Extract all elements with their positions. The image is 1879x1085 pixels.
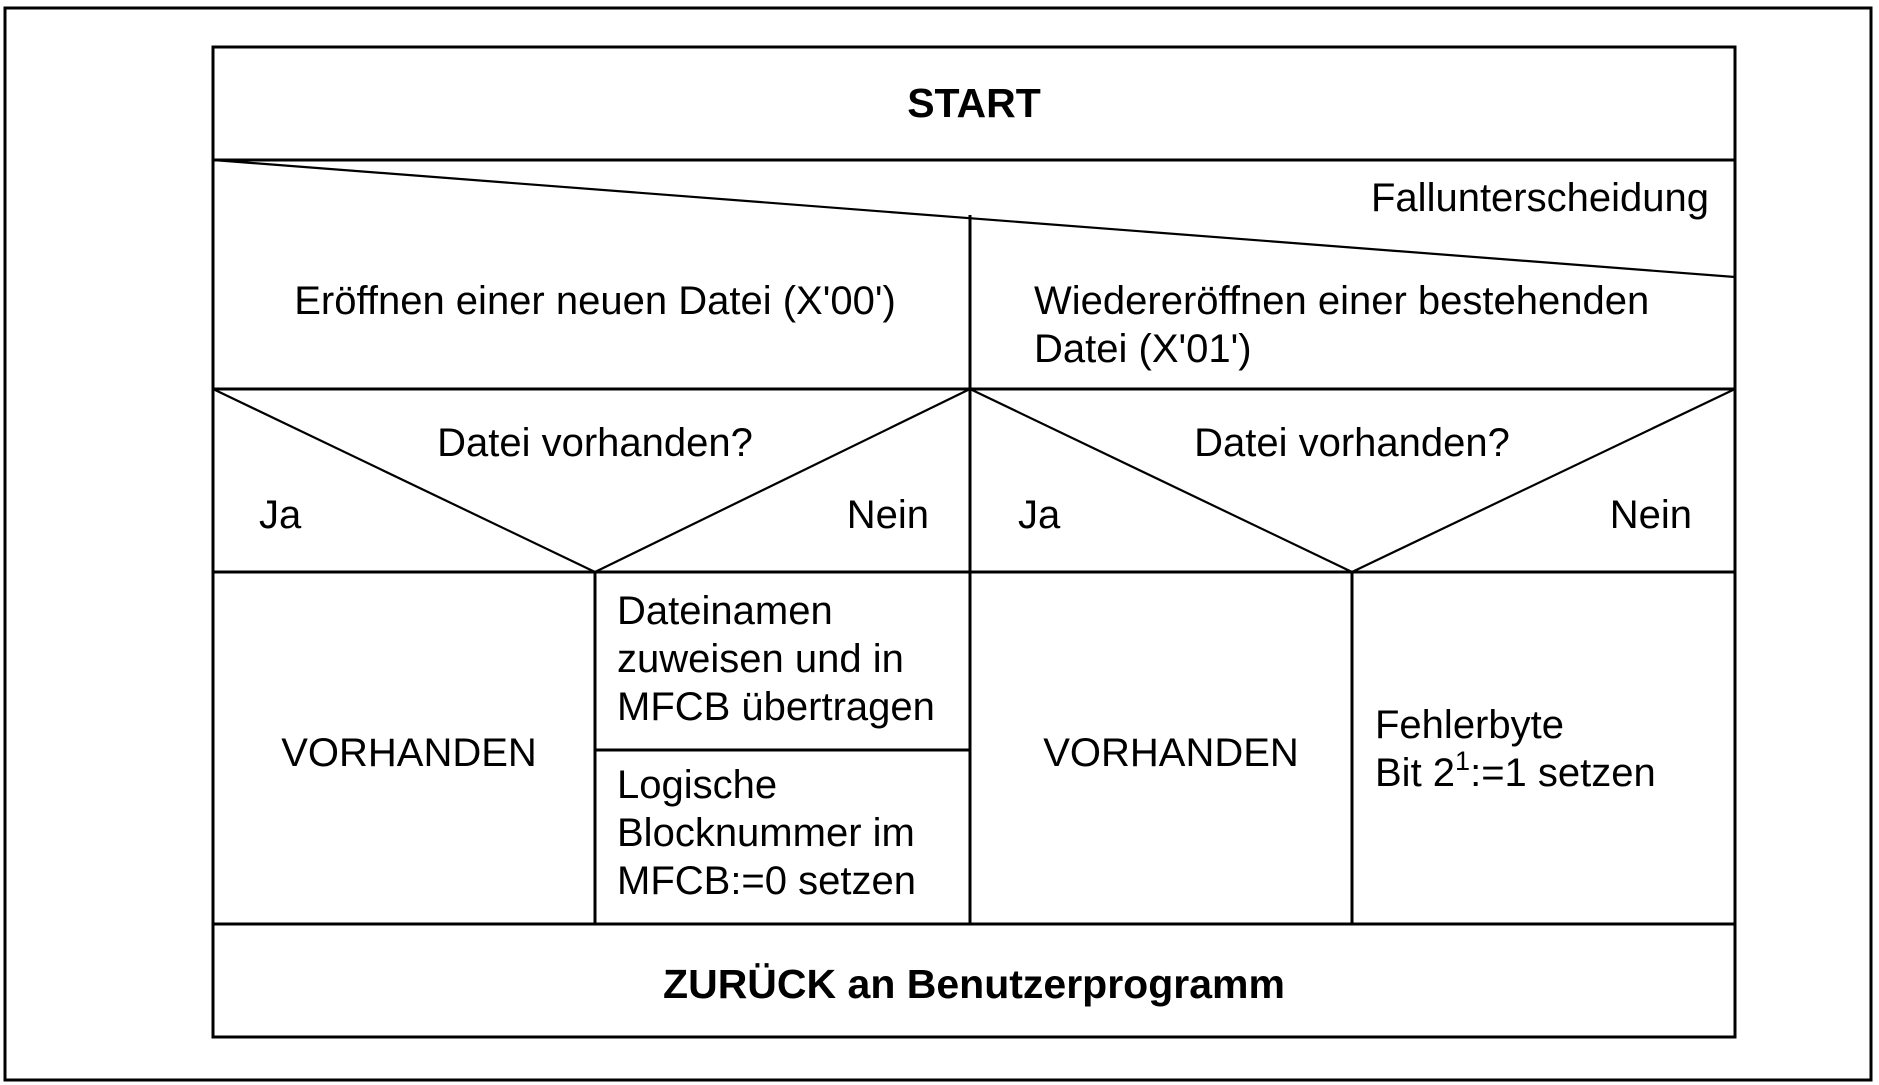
right-no-action-bit-suffix: :=1 setzen [1470,751,1656,795]
right-no-action-bit-prefix: Bit 2 [1375,751,1456,795]
left-yes-action: VORHANDEN [281,731,537,775]
decision-left-diagonal-yes [213,389,595,572]
decision-right-diagonal-yes [970,389,1352,572]
decision-right-question: Datei vorhanden? [1194,421,1510,465]
left-no-action-2-line2: Blocknummer im [617,811,915,855]
right-yes-action: VORHANDEN [1043,731,1299,775]
end-label: ZURÜCK an Benutzerprogramm [663,961,1285,1007]
decision-right-no: Nein [1609,493,1692,537]
left-no-action-1-line1: Dateinamen [617,589,833,633]
right-no-action-line2 [1375,746,1656,795]
left-no-action-1-line3: MFCB übertragen [617,685,935,729]
decision-left-diagonal-no [595,389,970,572]
decision-left-question: Datei vorhanden? [437,421,753,465]
decision-left-no: Nein [846,493,929,537]
right-no-action-line1: Fehlerbyte [1375,703,1564,747]
decision-right-diagonal-no [1352,389,1735,572]
case-left-label: Eröffnen einer neuen Datei (X'00') [294,279,896,323]
left-no-action-2-line3: MFCB:=0 setzen [617,859,917,903]
decision-right-yes: Ja [1018,493,1061,537]
case-right-label-line1: Wiedereröffnen einer bestehenden [1034,279,1650,323]
case-label: Fallunterscheidung [1371,176,1709,220]
outer-frame [5,8,1871,1080]
case-right-label-line2: Datei (X'01') [1034,327,1252,371]
start-label: START [907,80,1041,126]
left-no-action-1-line2: zuweisen und in [617,637,904,681]
left-no-action-2-line1: Logische [617,763,778,807]
decision-left-yes: Ja [259,493,302,537]
right-no-action-bit-exponent: 1 [1455,746,1471,776]
